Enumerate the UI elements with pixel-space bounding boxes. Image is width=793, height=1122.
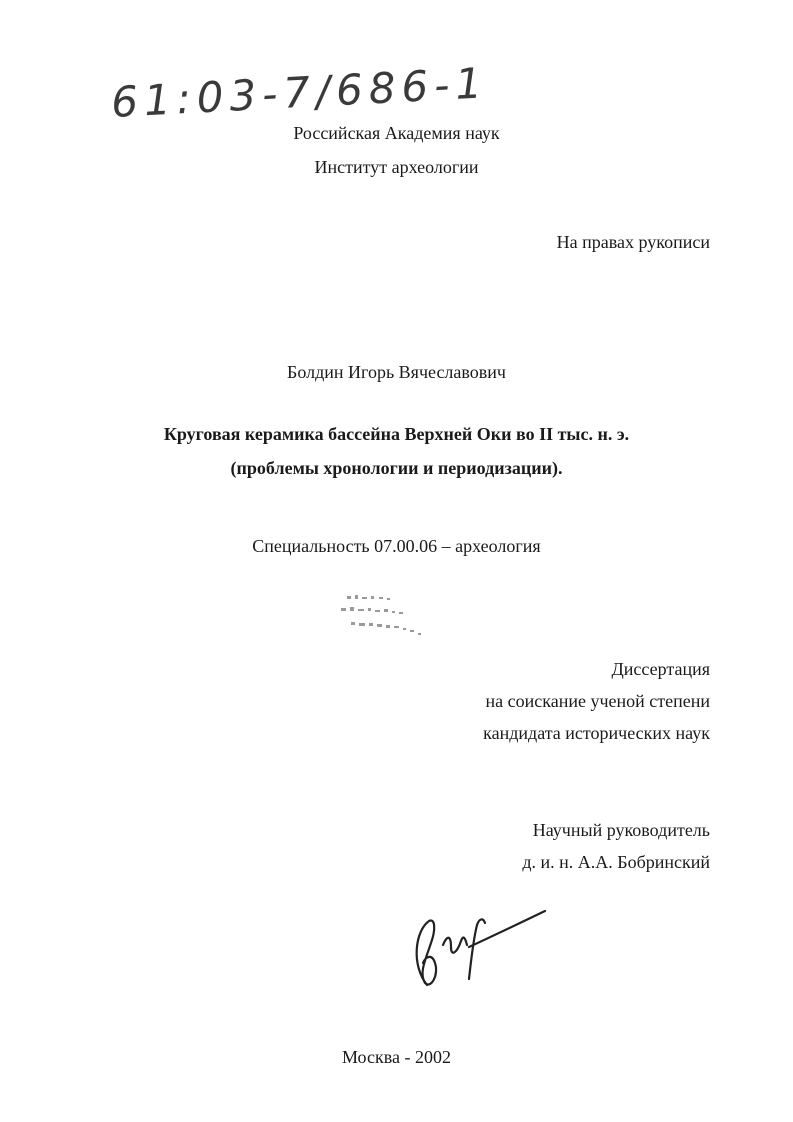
city-year: Москва - 2002 [342,1047,451,1067]
author-name: Болдин Игорь Вячеславович [287,362,506,382]
dissertation-label: Диссертация [611,659,710,679]
dissertation-degree: на соискание ученой степени [485,691,710,711]
academy-name: Российская Академия наук [293,123,500,143]
thesis-title-line1: Круговая керамика бассейна Верхней Оки во II тыс. н. э. [163,424,630,444]
supervisor-name: д. и. н. А.А. Бобринский [522,852,710,872]
archive-mark-handwritten: 61:03-7/686-1 [110,58,490,127]
supervisor-label: Научный руководитель [532,820,710,840]
specialty: Специальность 07.00.06 – археология [252,536,541,556]
dissertation-field: кандидата исторических наук [483,723,710,743]
faint-stamp-icon [335,590,435,650]
signature-icon [405,905,555,990]
manuscript-rights: На правах рукописи [556,232,710,252]
institute-name: Институт археологии [314,157,479,177]
thesis-title-line2: (проблемы хронологии и периодизации). [230,458,563,478]
